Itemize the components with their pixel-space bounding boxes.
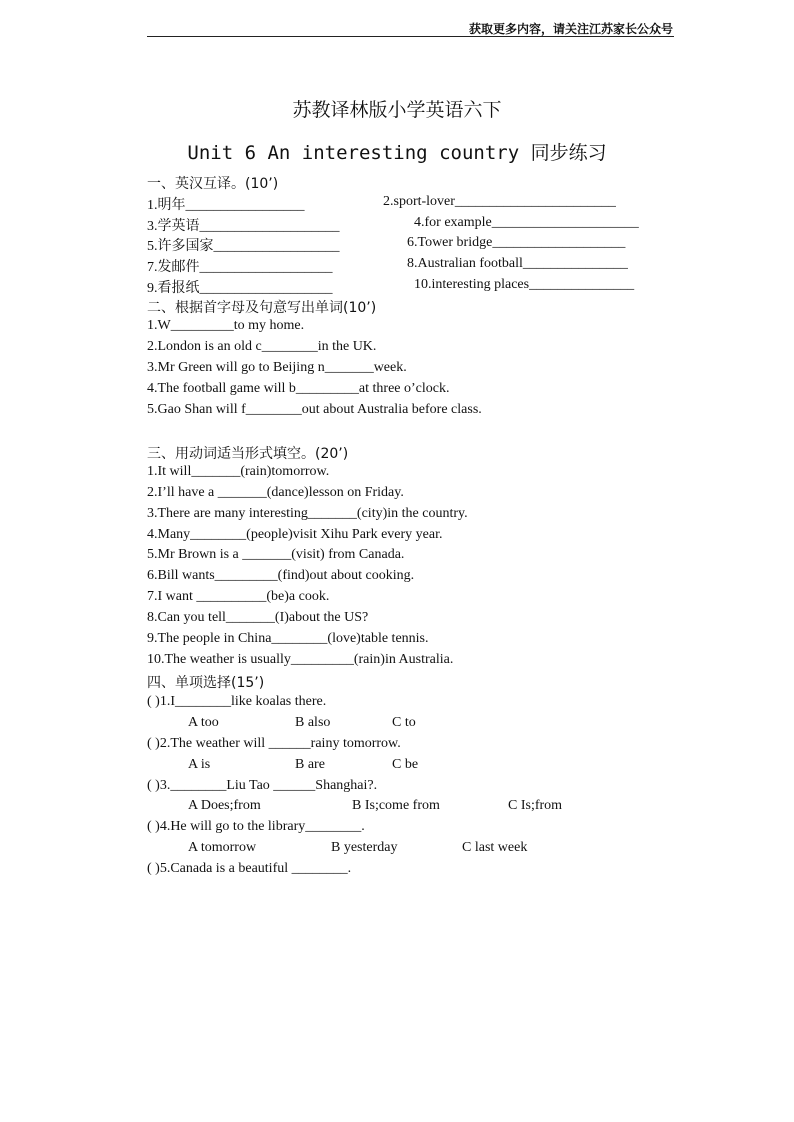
s2-item4: 4.The football game will b_________at three o’clock. [147, 381, 450, 396]
s1-row5-left: 9.看报纸___________________ [147, 281, 333, 296]
s4-q2-stem: ( )2.The weather will ______rainy tomorrow. [147, 736, 401, 751]
s1-row4-right: 8.Australian football_______________ [407, 256, 628, 271]
s3-item10: 10.The weather is usually_________(rain)in Australia. [147, 652, 454, 667]
s1-row1-left: 1.明年_________________ [147, 198, 305, 213]
s4-q3-stem: ( )3.________Liu Tao ______Shanghai?. [147, 778, 378, 793]
s3-item4: 4.Many________(people)visit Xihu Park every year. [147, 527, 443, 542]
s3-item6: 6.Bill wants_________(find)out about cooking. [147, 568, 415, 583]
s1-row5-right: 10.interesting places_______________ [414, 277, 635, 292]
s1-row2-right: 4.for example_____________________ [414, 215, 639, 230]
s1-row3-right: 6.Tower bridge___________________ [407, 235, 626, 250]
s4-q1-option-c: C to [392, 715, 416, 730]
section1-heading: 一、英汉互译。(10’) [147, 176, 279, 192]
s4-q4-option-a: A tomorrow [188, 840, 257, 855]
s3-item1: 1.It will_______(rain)tomorrow. [147, 464, 330, 479]
section4-heading: 四、单项选择(15’) [147, 675, 265, 691]
s4-q5-stem: ( )5.Canada is a beautiful ________. [147, 861, 352, 876]
s1-row1-right: 2.sport-lover_______________________ [383, 194, 616, 209]
s1-row3-left: 5.许多国家__________________ [147, 239, 340, 254]
page-subtitle: Unit 6 An interesting country 同步练习 [187, 142, 607, 164]
s4-q2-option-a: A is [188, 757, 211, 772]
s4-q3-option-b: B Is;come from [352, 798, 440, 813]
header-divider [147, 36, 674, 37]
s1-row4-left: 7.发邮件___________________ [147, 260, 333, 275]
s2-item3: 3.Mr Green will go to Beijing n_______week. [147, 360, 407, 375]
header-note: 获取更多内容，请关注江苏家长公众号 [468, 22, 673, 36]
s4-q4-option-c: C last week [462, 840, 528, 855]
s4-q1-option-a: A too [188, 715, 219, 730]
s4-q1-option-b: B also [295, 715, 331, 730]
s2-item1: 1.W_________to my home. [147, 318, 305, 333]
s4-q4-stem: ( )4.He will go to the library________. [147, 819, 365, 834]
s4-q1-stem: ( )1.I________like koalas there. [147, 694, 327, 709]
s1-row2-left: 3.学英语____________________ [147, 219, 340, 234]
s4-q3-option-c: C Is;from [508, 798, 563, 813]
s3-item2: 2.I’ll have a _______(dance)lesson on Friday. [147, 485, 404, 500]
section2-heading: 二、根据首字母及句意写出单词(10’) [147, 300, 377, 316]
s2-item2: 2.London is an old c________in the UK. [147, 339, 377, 354]
s4-q4-option-b: B yesterday [331, 840, 398, 855]
s3-item9: 9.The people in China________(love)table tennis. [147, 631, 429, 646]
page-title: 苏教译林版小学英语六下 [292, 99, 502, 121]
s4-q2-option-c: C be [392, 757, 419, 772]
section3-heading: 三、用动词适当形式填空。(20’) [147, 446, 349, 462]
s3-item8: 8.Can you tell_______(I)about the US? [147, 610, 369, 625]
s2-item5: 5.Gao Shan will f________out about Australia before class. [147, 402, 482, 417]
s4-q3-option-a: A Does;from [188, 798, 261, 813]
s4-q2-option-b: B are [295, 757, 325, 772]
s3-item7: 7.I want __________(be)a cook. [147, 589, 330, 604]
s3-item3: 3.There are many interesting_______(city)in the country. [147, 506, 468, 521]
s3-item5: 5.Mr Brown is a _______(visit) from Canada. [147, 547, 405, 562]
